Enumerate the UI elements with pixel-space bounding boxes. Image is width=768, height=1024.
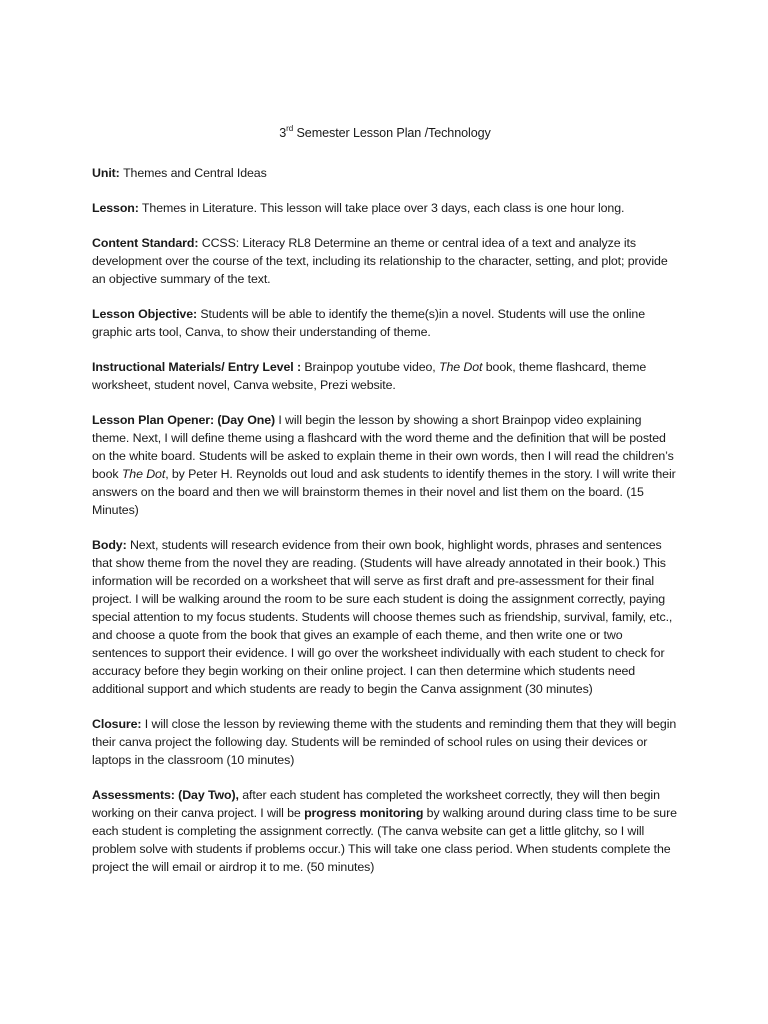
closure-label: Closure: <box>92 717 142 731</box>
title-ordinal: 3 <box>279 126 287 140</box>
document-title <box>92 124 678 142</box>
assessments-text-after: by walking around during class time to be sure each student is completing the assignment correctly. (The canva website can get a little glitchy, so I will problem solve with students if problems occur.) This will take one class period. When students complete the project the will email or airdrop it to me. (50 minutes) <box>92 806 677 874</box>
content-standard-section <box>92 234 678 288</box>
content-standard-label: Content Standard: <box>92 236 199 250</box>
opener-day-label: (Day One) <box>214 413 276 427</box>
title-text: Semester Lesson Plan /Technology <box>293 126 491 140</box>
assessments-emphasis: progress monitoring <box>304 806 424 820</box>
closure-text: I will close the lesson by reviewing theme with the students and reminding them that they will begin their canva project the following day. Students will be reminded of school rules on using their devices or laptops in the classroom (10 minutes) <box>92 717 677 767</box>
lesson-label: Lesson: <box>92 201 139 215</box>
materials-book-title: The Dot <box>439 360 483 374</box>
body-text: Next, students will research evidence from their own book, highlight words, phrases and sentences that show theme from the novel they are reading. (Students will have already annotated in their book.) This information will be recorded on a worksheet that will serve as first draft and pre-assessment for their final project. I will be walking around the room to be sure each student is doing the assignment correctly, paying special attention to my focus students. Students will choose themes such as friendship, survival, family, etc., and choose a quote from the book that gives an example of each theme, and then write one or two sentences to support their evidence. I will go over the worksheet individually with each student to check for accuracy before they begin working on their online project. I can then determine which students need additional support and which students are ready to begin the Canva assignment (30 minutes) <box>92 538 673 696</box>
materials-label: Instructional Materials/ Entry Level : <box>92 360 305 374</box>
lesson-objective-section <box>92 305 678 341</box>
lesson-section <box>92 199 678 217</box>
materials-text-after: book, theme flashcard, theme worksheet, student novel, Canva website, Prezi website. <box>92 360 647 392</box>
opener-label: Lesson Plan Opener: <box>92 413 215 427</box>
materials-text-before: Brainpop youtube video, <box>304 360 439 374</box>
unit-text: Themes and Central Ideas <box>123 166 267 180</box>
assessments-label: Assessments: <box>92 788 175 802</box>
document-page <box>92 124 678 893</box>
assessments-day-label: (Day Two), <box>174 788 239 802</box>
opener-book-title: The Dot <box>121 467 166 481</box>
closure-section <box>92 715 678 769</box>
unit-label: Unit: <box>92 166 124 180</box>
lesson-text: Themes in Literature. This lesson will take place over 3 days, each class is one hour long. <box>138 201 625 215</box>
body-label: Body: <box>92 538 127 552</box>
materials-section <box>92 358 678 394</box>
lesson-objective-label: Lesson Objective: <box>92 307 198 321</box>
assessments-section <box>92 786 678 876</box>
opener-text-after: , by Peter H. Reynolds out loud and ask students to identify themes in the story. I will write their answers on the board and then we will brainstorm themes in their novel and list them on the board. (15 Minutes) <box>92 467 676 517</box>
opener-section <box>92 411 678 519</box>
body-section <box>92 536 678 698</box>
content-standard-text: CCSS: Literacy RL8 Determine an theme or central idea of a text and analyze its development over the course of the text, including its relationship to the character, setting, and plot; provide an objective summary of the text. <box>92 236 668 286</box>
unit-section <box>92 164 678 182</box>
opener-text-before: I will begin the lesson by showing a short Brainpop video explaining theme. Next, I will define theme using a flashcard with the word theme and the definition that will be posted on the white board. Students will be asked to explain theme in their own words, then I will read the children’s book <box>92 413 674 481</box>
title-ordinal-suffix: rd <box>286 123 294 133</box>
assessments-text-before: after each student has completed the worksheet correctly, they will then begin working on their canva project. I will be <box>92 788 660 820</box>
lesson-objective-text: Students will be able to identify the theme(s)in a novel. Students will use the online graphic arts tool, Canva, to show their understanding of theme. <box>92 307 645 339</box>
